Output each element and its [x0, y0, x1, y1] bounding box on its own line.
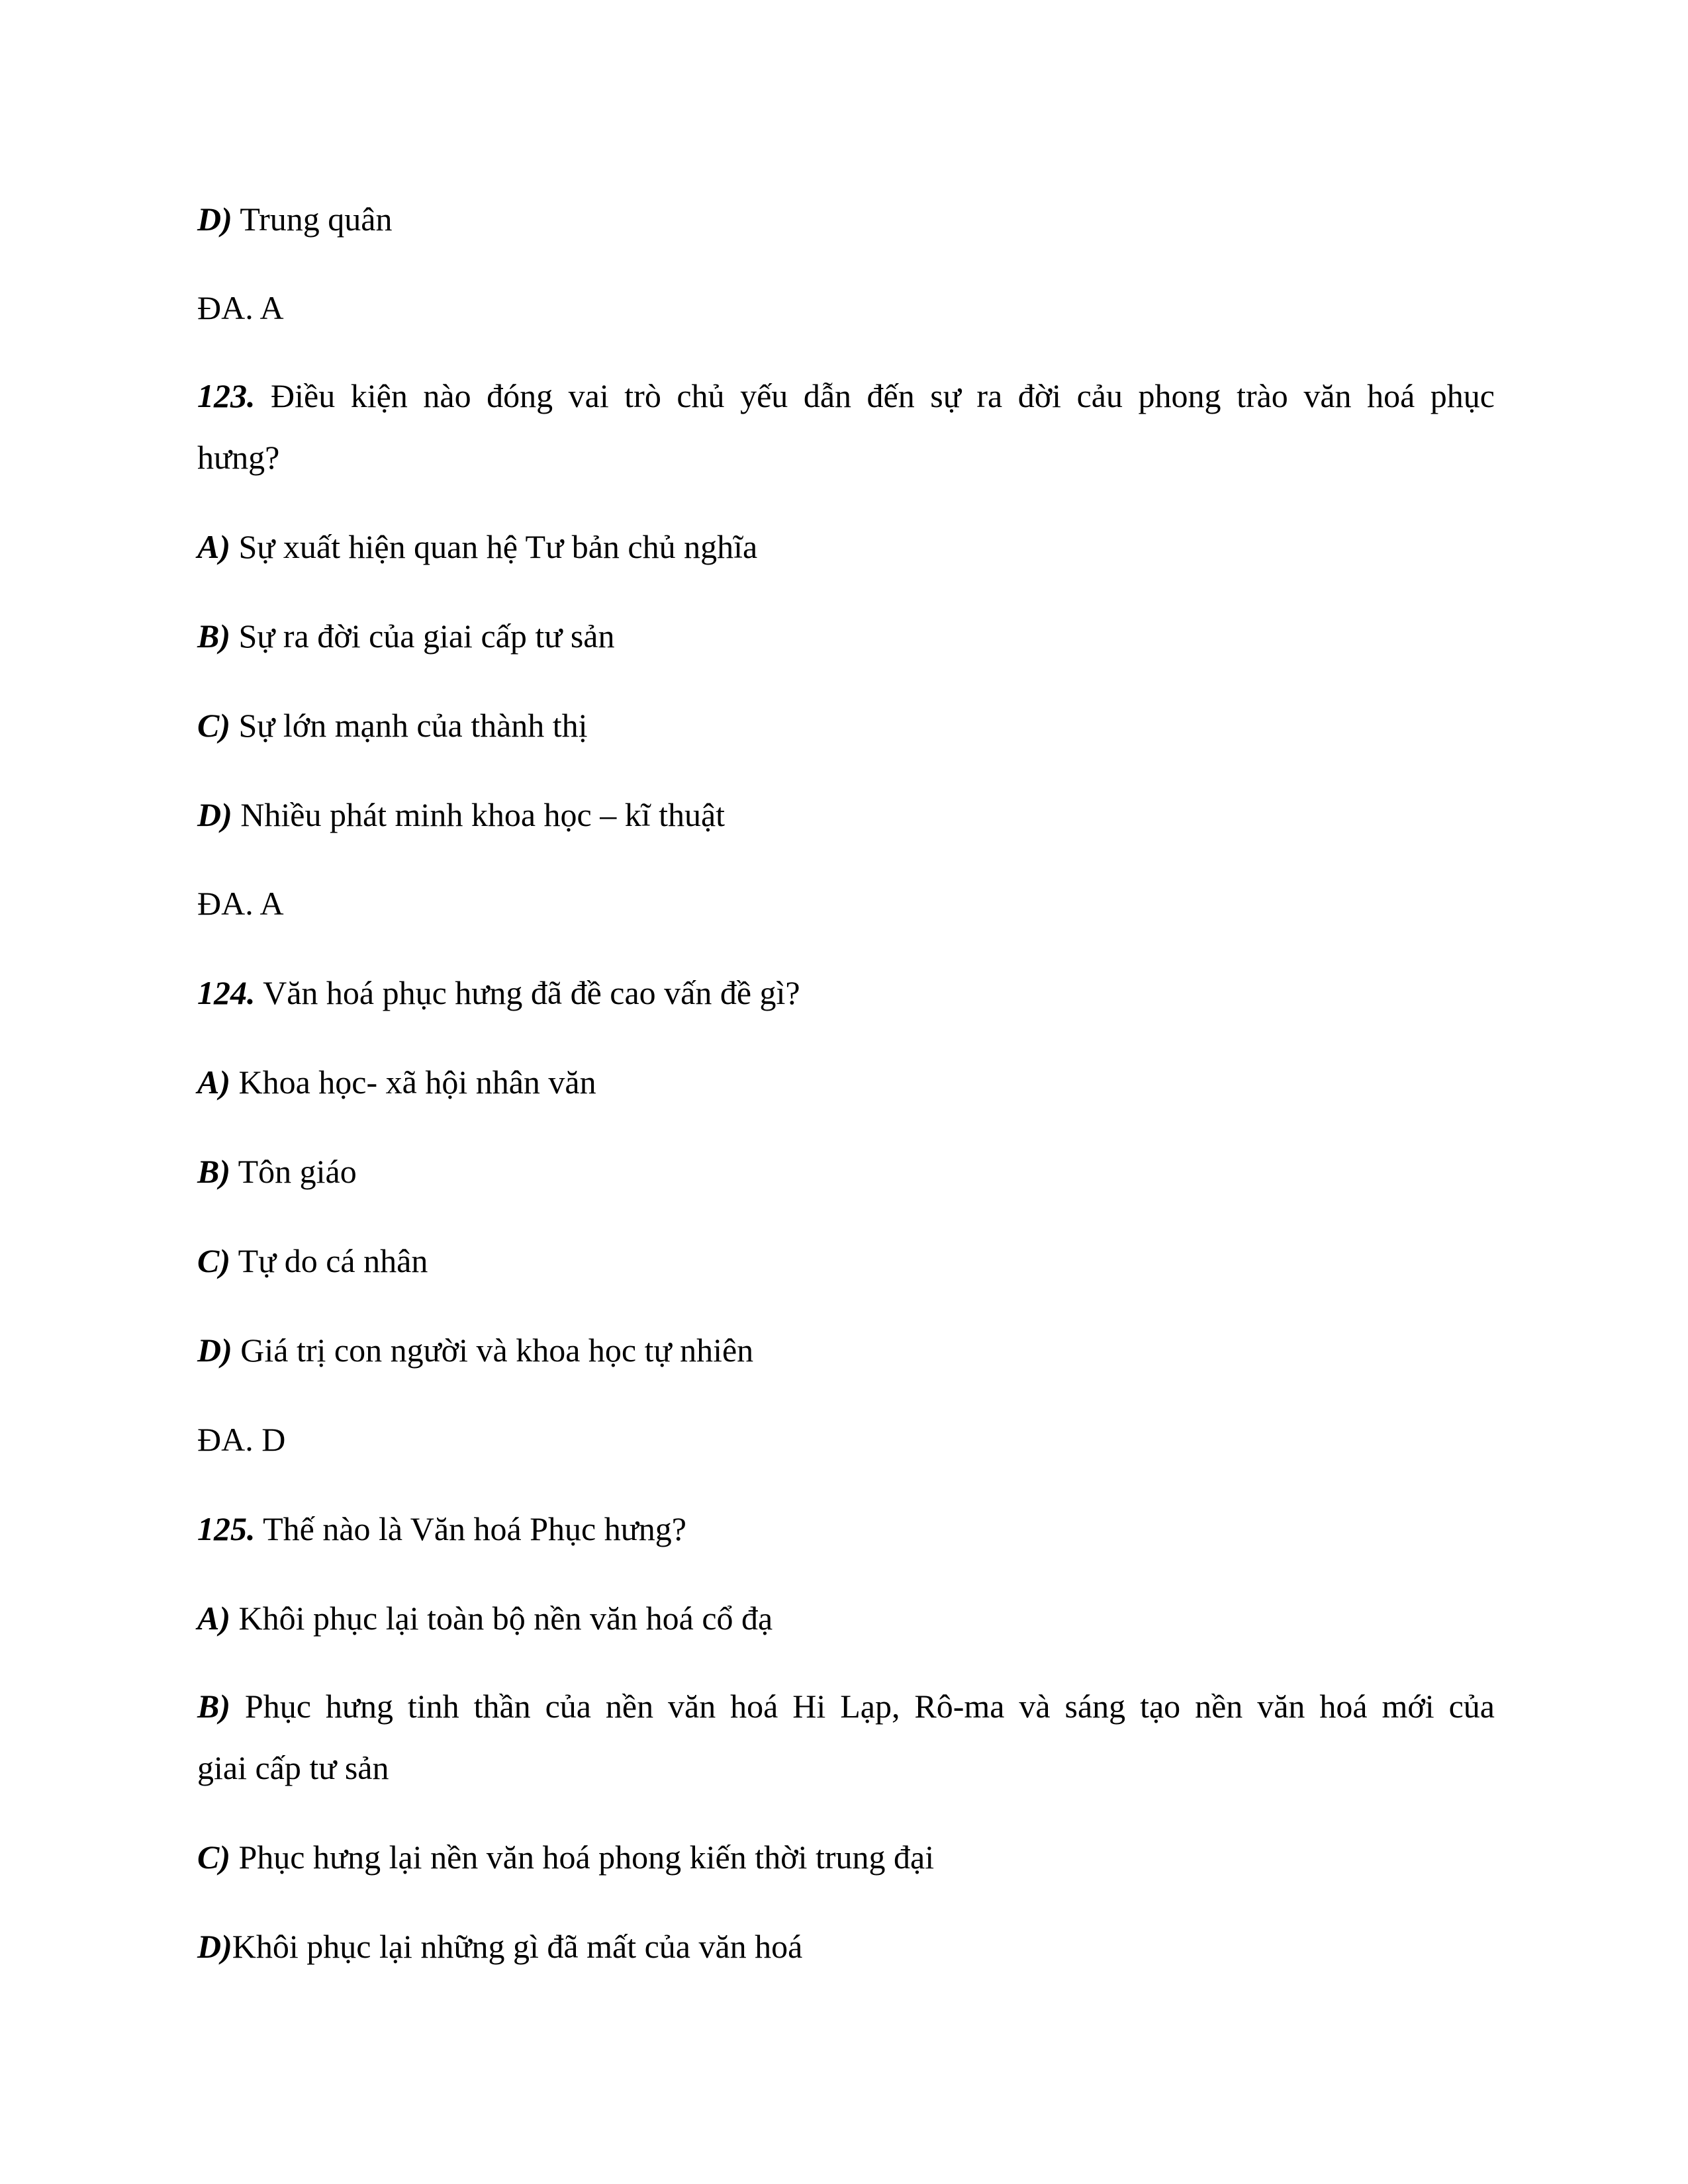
question-number: 123.: [197, 377, 256, 414]
question-124-line: [197, 963, 1495, 1023]
option-d-line: [197, 785, 1495, 844]
question-123-line-1: [197, 366, 1495, 426]
answer-text: ĐA. A: [197, 885, 284, 922]
option-b-line-2: [197, 1738, 1495, 1797]
option-label: C): [197, 1839, 230, 1876]
option-text: Khoa học- xã hội nhân văn: [230, 1064, 596, 1101]
option-label: D): [197, 1332, 232, 1369]
question-text: Điều kiện nào đóng vai trò chủ yếu dẫn đến sự ra đời cảu phong trào văn hoá phục: [255, 377, 1495, 414]
option-label: B): [197, 1153, 230, 1190]
answer-text: ĐA. A: [197, 289, 284, 326]
option-label: A): [197, 1064, 230, 1101]
question-text: Thế nào là Văn hoá Phục hưng?: [255, 1510, 686, 1547]
option-c-line: [197, 1827, 1495, 1887]
option-b-line: [197, 606, 1495, 666]
option-text: Trung quân: [232, 201, 393, 238]
question-123-line-2: [197, 428, 1495, 487]
option-text: Khôi phục lại toàn bộ nền văn hoá cổ đạ: [230, 1600, 773, 1637]
option-text: Sự lớn mạnh của thành thị: [230, 707, 588, 744]
option-c-line: [197, 696, 1495, 755]
option-label: D): [197, 201, 232, 238]
option-label: C): [197, 1242, 230, 1279]
option-text: Phục hưng lại nền văn hoá phong kiến thời trung đại: [230, 1839, 935, 1876]
option-label: B): [197, 1688, 230, 1725]
option-text: Sự ra đời của giai cấp tư sản: [230, 617, 615, 655]
option-a-line: [197, 1588, 1495, 1648]
option-text-cont: giai cấp tư sản: [197, 1749, 389, 1786]
option-text: Tôn giáo: [230, 1153, 357, 1190]
option-a-line: [197, 517, 1495, 576]
answer-line: [197, 278, 1495, 338]
answer-line: [197, 1410, 1495, 1469]
option-text: Nhiều phát minh khoa học – kĩ thuật: [232, 796, 726, 833]
option-a-line: [197, 1052, 1495, 1112]
option-label: C): [197, 707, 230, 744]
option-c-line: [197, 1231, 1495, 1291]
option-d-line: [197, 1320, 1495, 1380]
option-text: Giá trị con người và khoa học tự nhiên: [232, 1332, 754, 1369]
answer-line: [197, 874, 1495, 933]
option-label: A): [197, 528, 230, 565]
option-label: B): [197, 617, 230, 655]
option-text: Sự xuất hiện quan hệ Tư bản chủ nghĩa: [230, 528, 758, 565]
question-125-line: [197, 1499, 1495, 1559]
answer-text: ĐA. D: [197, 1421, 286, 1458]
option-b-line-1: [197, 1676, 1495, 1736]
option-text: Khôi phục lại những gì đã mất của văn hoá: [232, 1928, 803, 1965]
question-number: 124.: [197, 974, 256, 1011]
question-number: 125.: [197, 1510, 256, 1547]
option-label: A): [197, 1600, 230, 1637]
option-d-line: [197, 189, 1495, 249]
question-text-cont: hưng?: [197, 439, 280, 476]
option-d-line: [197, 1917, 1495, 1976]
question-text: Văn hoá phục hưng đã đề cao vấn đề gì?: [255, 974, 800, 1011]
option-b-line: [197, 1142, 1495, 1201]
option-label: D): [197, 1928, 232, 1965]
option-label: D): [197, 796, 232, 833]
option-text: Tự do cá nhân: [230, 1242, 428, 1279]
option-text: Phục hưng tinh thần của nền văn hoá Hi Lạp, Rô-ma và sáng tạo nền văn hoá mới của: [230, 1688, 1495, 1725]
